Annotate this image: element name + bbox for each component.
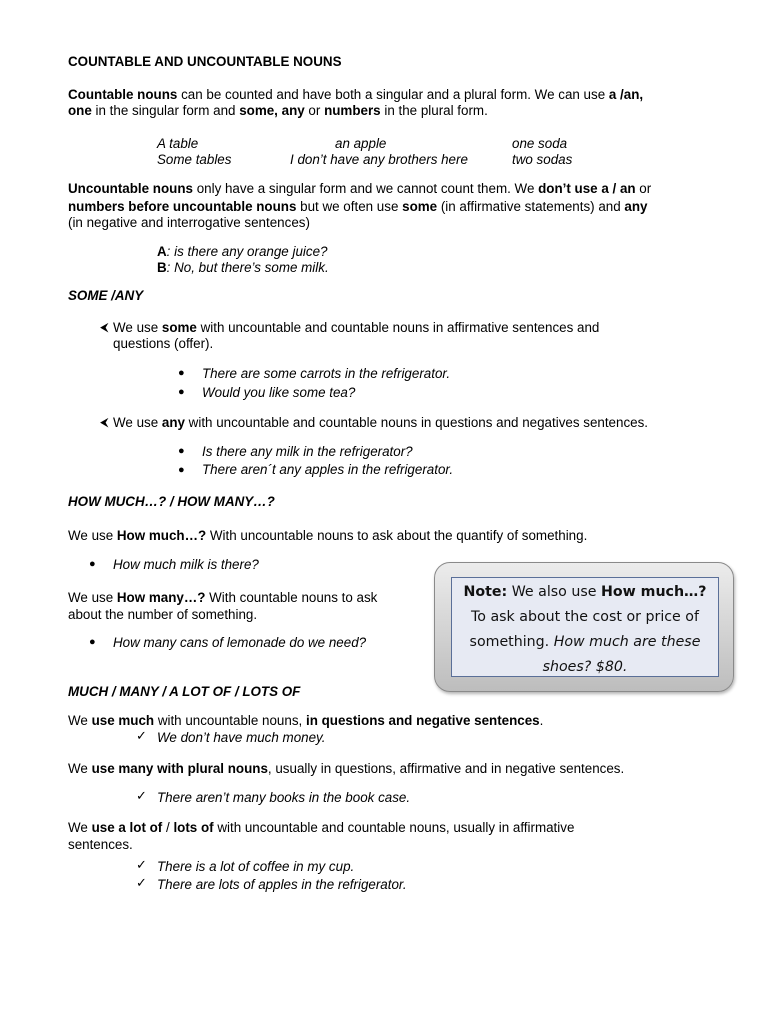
text: in the plural form. [380, 103, 488, 118]
uncountable-line-2 [68, 198, 648, 215]
countable-example: an apple [335, 136, 387, 151]
text: or [304, 103, 325, 118]
term: How many…? [116, 590, 206, 605]
term: in questions and negative sentences [305, 713, 540, 728]
term: any [624, 199, 648, 214]
countable-example: A table [157, 136, 199, 151]
term: use many with plural nouns [91, 761, 268, 776]
how-much-example: How much milk is there? [113, 557, 259, 572]
bullet-icon: ● [178, 464, 185, 476]
text: We [68, 713, 92, 728]
bullet-icon: ● [89, 558, 96, 570]
note-box [451, 577, 719, 677]
uncountable-line-1 [68, 180, 651, 197]
term: How much…? [116, 528, 207, 543]
text: / [162, 820, 174, 835]
section-heading-much-many: MUCH / MANY / A LOT OF / LOTS OF [68, 684, 301, 699]
lot-of-example: There are lots of apples in the refrigerator. [157, 877, 407, 892]
note-line-1 [452, 580, 718, 605]
term: don’t use a / an [538, 181, 636, 196]
arrow-left-icon: ⮜ [100, 415, 109, 429]
term: numbers [324, 103, 381, 118]
term: lots of [173, 820, 214, 835]
term: one [68, 103, 92, 118]
text: , usually in questions, affirmative and in negative sentences. [267, 761, 625, 776]
term: a /an, [608, 87, 644, 102]
bullet-icon: ● [178, 367, 185, 379]
how-many-rule-line-1 [68, 589, 377, 606]
how-many-rule-line-2: about the number of something. [68, 607, 258, 622]
section-heading-some-any: SOME /ANY [68, 288, 144, 303]
bullet-icon: ● [178, 386, 185, 398]
term: Uncountable nouns [68, 181, 193, 196]
text: With uncountable nouns to ask about the quantify of something. [206, 528, 588, 543]
how-many-example: How many cans of lemonade do we need? [113, 635, 367, 650]
checkmark-icon: ✓ [136, 875, 147, 890]
countable-example: Some tables [157, 152, 232, 167]
how-much-rule [68, 527, 587, 544]
arrow-left-icon: ⮜ [100, 320, 109, 334]
page-title: COUNTABLE AND UNCOUNTABLE NOUNS [68, 54, 342, 69]
any-rule-line [113, 414, 648, 431]
term: How much…? [601, 584, 707, 600]
countable-example: I don’t have any brothers here [290, 152, 468, 167]
text: in the singular form and [91, 103, 240, 118]
text: We [68, 820, 92, 835]
text: We use [68, 590, 117, 605]
many-rule [68, 760, 624, 777]
text: with uncountable nouns, [154, 713, 306, 728]
some-example: Would you like some tea? [202, 385, 356, 400]
countable-example: two sodas [512, 152, 573, 167]
some-rule-line-1 [113, 319, 599, 336]
term: some [161, 320, 197, 335]
term: use much [91, 713, 155, 728]
text: We use [113, 320, 162, 335]
text: with uncountable and countable nouns in affirmative sentences and [196, 320, 600, 335]
dialog-line-b [157, 259, 329, 276]
lot-of-rule-line-1 [68, 819, 574, 836]
text: With countable nouns to ask [205, 590, 378, 605]
note-line-4: shoes? $80. [542, 659, 628, 675]
note-label: Note: [463, 584, 508, 600]
text: We use [68, 528, 117, 543]
text: We [68, 761, 92, 776]
section-heading-how-much: HOW MUCH…? / HOW MANY…? [68, 494, 275, 509]
much-rule [68, 712, 543, 729]
term: some [402, 199, 438, 214]
text: . [539, 713, 544, 728]
lot-of-example: There is a lot of coffee in my cup. [157, 859, 355, 874]
text: only have a singular form and we cannot count them. We [192, 181, 539, 196]
text: We also use [507, 584, 601, 600]
speaker: B [157, 260, 167, 275]
many-example: There aren’t many books in the book case. [157, 790, 411, 805]
countable-term: Countable nouns [68, 87, 178, 102]
term: some, any [239, 103, 305, 118]
speaker: A [157, 244, 167, 259]
uncountable-line-3: (in negative and interrogative sentences) [68, 215, 310, 230]
text: We use [113, 415, 162, 430]
bullet-icon: ● [178, 445, 185, 457]
dialog-line-a [157, 243, 327, 260]
text: with uncountable and countable nouns, usually in affirmative [213, 820, 575, 835]
text: but we often use [296, 199, 403, 214]
much-example: We don’t have much money. [157, 730, 326, 745]
lot-of-rule-line-2: sentences. [68, 837, 133, 852]
checkmark-icon: ✓ [136, 728, 147, 743]
any-example: Is there any milk in the refrigerator? [202, 444, 413, 459]
countable-example: one soda [512, 136, 568, 151]
countable-line-1 [68, 86, 643, 103]
term: any [161, 415, 185, 430]
term: use a lot of [91, 820, 163, 835]
note-line-2: To ask about the cost or price of [471, 609, 699, 625]
note-line-3 [452, 630, 718, 655]
text: : No, but there’s some milk. [166, 260, 329, 275]
countable-line-2 [68, 102, 488, 119]
term: numbers before uncountable nouns [68, 199, 297, 214]
text: can be counted and have both a singular and a plural form. We can use [177, 87, 609, 102]
checkmark-icon: ✓ [136, 857, 147, 872]
text: : is there any orange juice? [166, 244, 328, 259]
some-rule-line-2: questions (offer). [113, 336, 214, 351]
text: or [635, 181, 652, 196]
text: with uncountable and countable nouns in questions and negatives sentences. [184, 415, 649, 430]
some-example: There are some carrots in the refrigerator. [202, 366, 451, 381]
any-example: There aren´t any apples in the refrigerator. [202, 462, 454, 477]
note-example: How much are these [553, 634, 701, 650]
checkmark-icon: ✓ [136, 788, 147, 803]
text: (in affirmative statements) and [437, 199, 625, 214]
bullet-icon: ● [89, 636, 96, 648]
text: something. [469, 634, 554, 650]
